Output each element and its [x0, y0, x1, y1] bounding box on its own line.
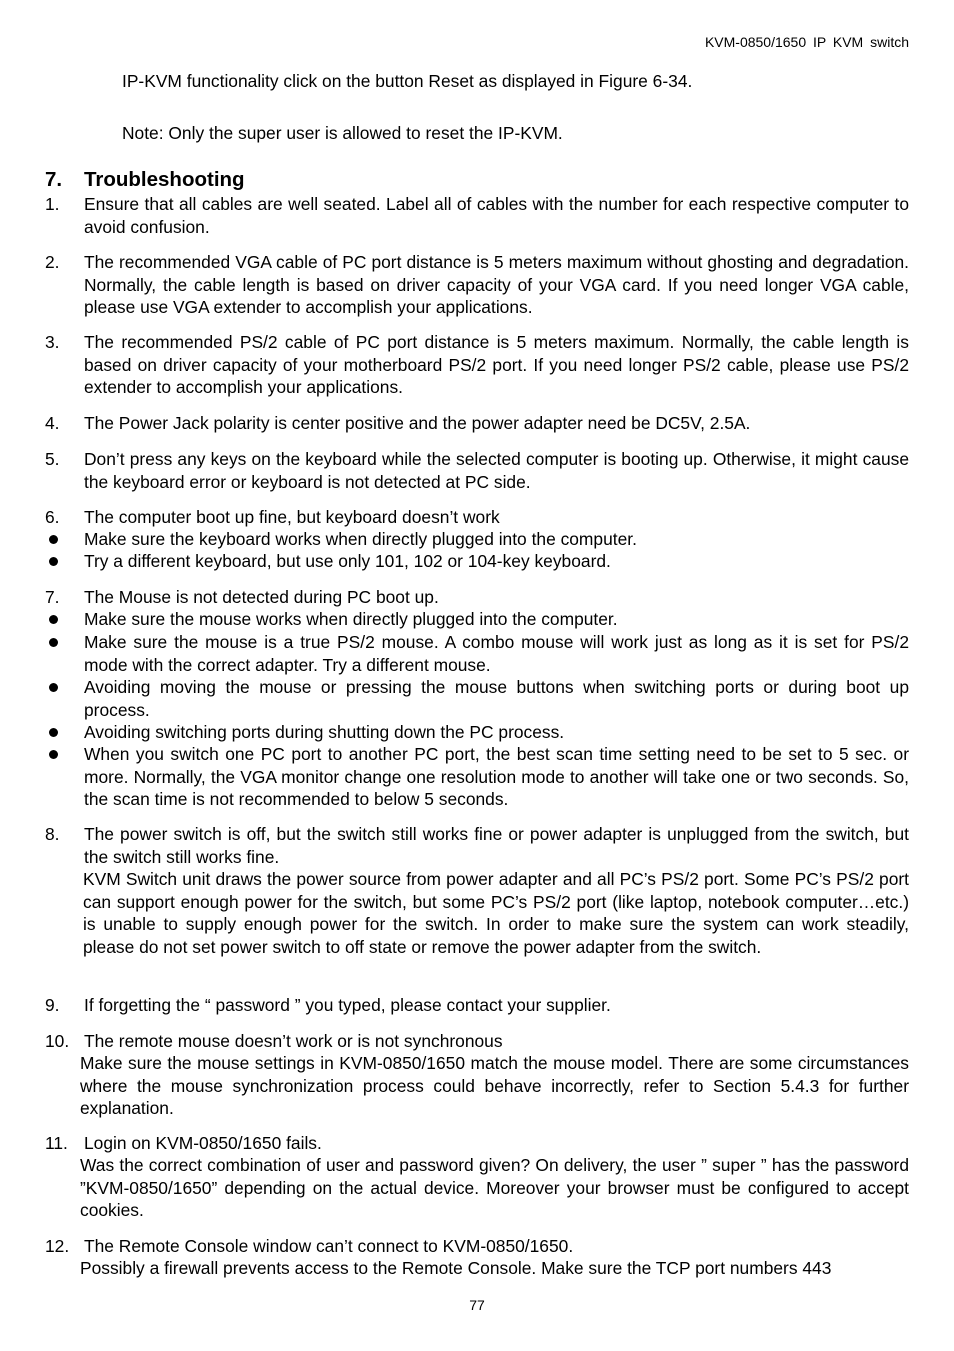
bullet-text: Avoiding switching ports during shutting down the PC process. [84, 722, 565, 742]
bullet-dot [49, 557, 58, 566]
bullet-dot [49, 615, 58, 624]
bullet-text: Make sure the keyboard works when directly plugged into the computer. [84, 529, 637, 549]
item-number: 8. [45, 824, 60, 844]
item-number: 4. [45, 413, 60, 433]
item-number: 11. [45, 1133, 68, 1153]
bullet-text: Avoiding moving the mouse or pressing the mouse buttons when switching ports or during boot up process. [84, 677, 909, 720]
intro-note: Note: Only the super user is allowed to reset the IP-KVM. [122, 123, 563, 143]
item-number: 10. [45, 1031, 70, 1051]
troubleshooting-item [45, 1132, 909, 1155]
item-text: The recommended PS/2 cable of PC port distance is 5 meters maximum. Normally, the cable length is based on driver capacity of your motherboard PS/2 port. If you need longer PS/2 cable, please use PS/2 extender to accomplish your applications. [84, 332, 909, 397]
item-number: 2. [45, 252, 60, 272]
page-number: 77 [469, 1297, 485, 1313]
item-detail: KVM Switch unit draws the power source from power adapter and all PC’s PS/2 port. Some PC’s PS/2 port can support enough power for the switch, but some PC’s PS/2 port (like laptop, notebook computer…etc.) is unable to supply enough power for the switch. In order to make sure the system can work steadily, please do not set power switch to off state or remove the power adapter from the switch. [83, 869, 909, 957]
troubleshooting-item [45, 193, 909, 238]
troubleshooting-item [45, 331, 909, 399]
bullet-text: Make sure the mouse works when directly plugged into the computer. [84, 609, 618, 629]
item-detail: Make sure the mouse settings in KVM-0850/1650 match the mouse model. There are some circumstances where the mouse synchronization process could behave incorrectly, refer to Section 5.4.3 for further explanation. [80, 1053, 909, 1118]
troubleshooting-item [45, 586, 909, 609]
bullet-item [45, 550, 909, 573]
item-text: The power switch is off, but the switch still works fine or power adapter is unplugged from the switch, but the switch still works fine. [84, 824, 909, 867]
bullet-dot [49, 535, 58, 544]
item-detail: Was the correct combination of user and password given? On delivery, the user ” super ” has the password ”KVM-0850/1650” depending on the actual device. Moreover your browser must be configured to accept cookies. [80, 1155, 909, 1220]
troubleshooting-item [45, 823, 909, 868]
item-text: If forgetting the “ password ” you typed, please contact your supplier. [84, 995, 611, 1015]
item-detail: Possibly a firewall prevents access to the Remote Console. Make sure the TCP port numbers 443 [80, 1258, 832, 1278]
item-text: The Remote Console window can’t connect to KVM-0850/1650. [84, 1236, 574, 1256]
bullet-item [45, 676, 909, 721]
troubleshooting-item [45, 506, 909, 529]
intro-paragraph: IP-KVM functionality click on the button Reset as displayed in Figure 6-34. [122, 71, 693, 91]
bullet-dot [49, 728, 58, 737]
item-text: The recommended VGA cable of PC port distance is 5 meters maximum without ghosting and degradation. Normally, the cable length is based on driver capacity of your VGA card. If you need longer VGA cable, please use VGA extender to accomplish your applications. [84, 252, 909, 317]
bullet-text: When you switch one PC port to another PC port, the best scan time setting need to be set to 5 sec. or more. Normally, the VGA monitor change one resolution mode to another will take one or two seconds. So, the scan time is not recommended to below 5 seconds. [84, 744, 909, 809]
troubleshooting-item [45, 251, 909, 319]
section-number: 7. [45, 168, 63, 191]
item-text: The Mouse is not detected during PC boot up. [84, 587, 439, 607]
troubleshooting-item [45, 448, 909, 493]
item-text: Ensure that all cables are well seated. Label all of cables with the number for each respective computer to avoid confusion. [84, 194, 909, 237]
bullet-item [45, 608, 909, 631]
item-number: 1. [45, 194, 60, 214]
item-text: Don’t press any keys on the keyboard while the selected computer is booting up. Otherwise, it might cause the keyboard error or keyboard is not detected at PC side. [84, 449, 909, 492]
bullet-dot [49, 683, 58, 692]
bullet-dot [49, 638, 58, 647]
bullet-item [45, 631, 909, 676]
section-title: Troubleshooting [84, 168, 245, 191]
troubleshooting-item [45, 1030, 909, 1053]
bullet-item [45, 721, 909, 744]
item-text: The computer boot up fine, but keyboard doesn’t work [84, 507, 500, 527]
item-text: The remote mouse doesn’t work or is not synchronous [84, 1031, 503, 1051]
item-number: 7. [45, 587, 60, 607]
troubleshooting-item [45, 412, 909, 435]
item-text: Login on KVM-0850/1650 fails. [84, 1133, 322, 1153]
bullet-item [45, 528, 909, 551]
item-number: 5. [45, 449, 60, 469]
bullet-item [45, 743, 909, 811]
bullet-text: Try a different keyboard, but use only 101, 102 or 104-key keyboard. [84, 551, 611, 571]
bullet-text: Make sure the mouse is a true PS/2 mouse. A combo mouse will work just as long as it is set for PS/2 mode with the correct adapter. Try a different mouse. [84, 632, 909, 675]
item-number: 3. [45, 332, 60, 352]
troubleshooting-item [45, 994, 909, 1017]
item-number: 9. [45, 995, 60, 1015]
item-number: 6. [45, 507, 60, 527]
item-text: The Power Jack polarity is center positive and the power adapter need be DC5V, 2.5A. [84, 413, 751, 433]
bullet-dot [49, 750, 58, 759]
running-header: KVM-0850/1650 IP KVM switch [704, 34, 909, 50]
item-number: 12. [45, 1236, 70, 1256]
troubleshooting-item [45, 1235, 909, 1258]
section-heading [45, 168, 245, 192]
